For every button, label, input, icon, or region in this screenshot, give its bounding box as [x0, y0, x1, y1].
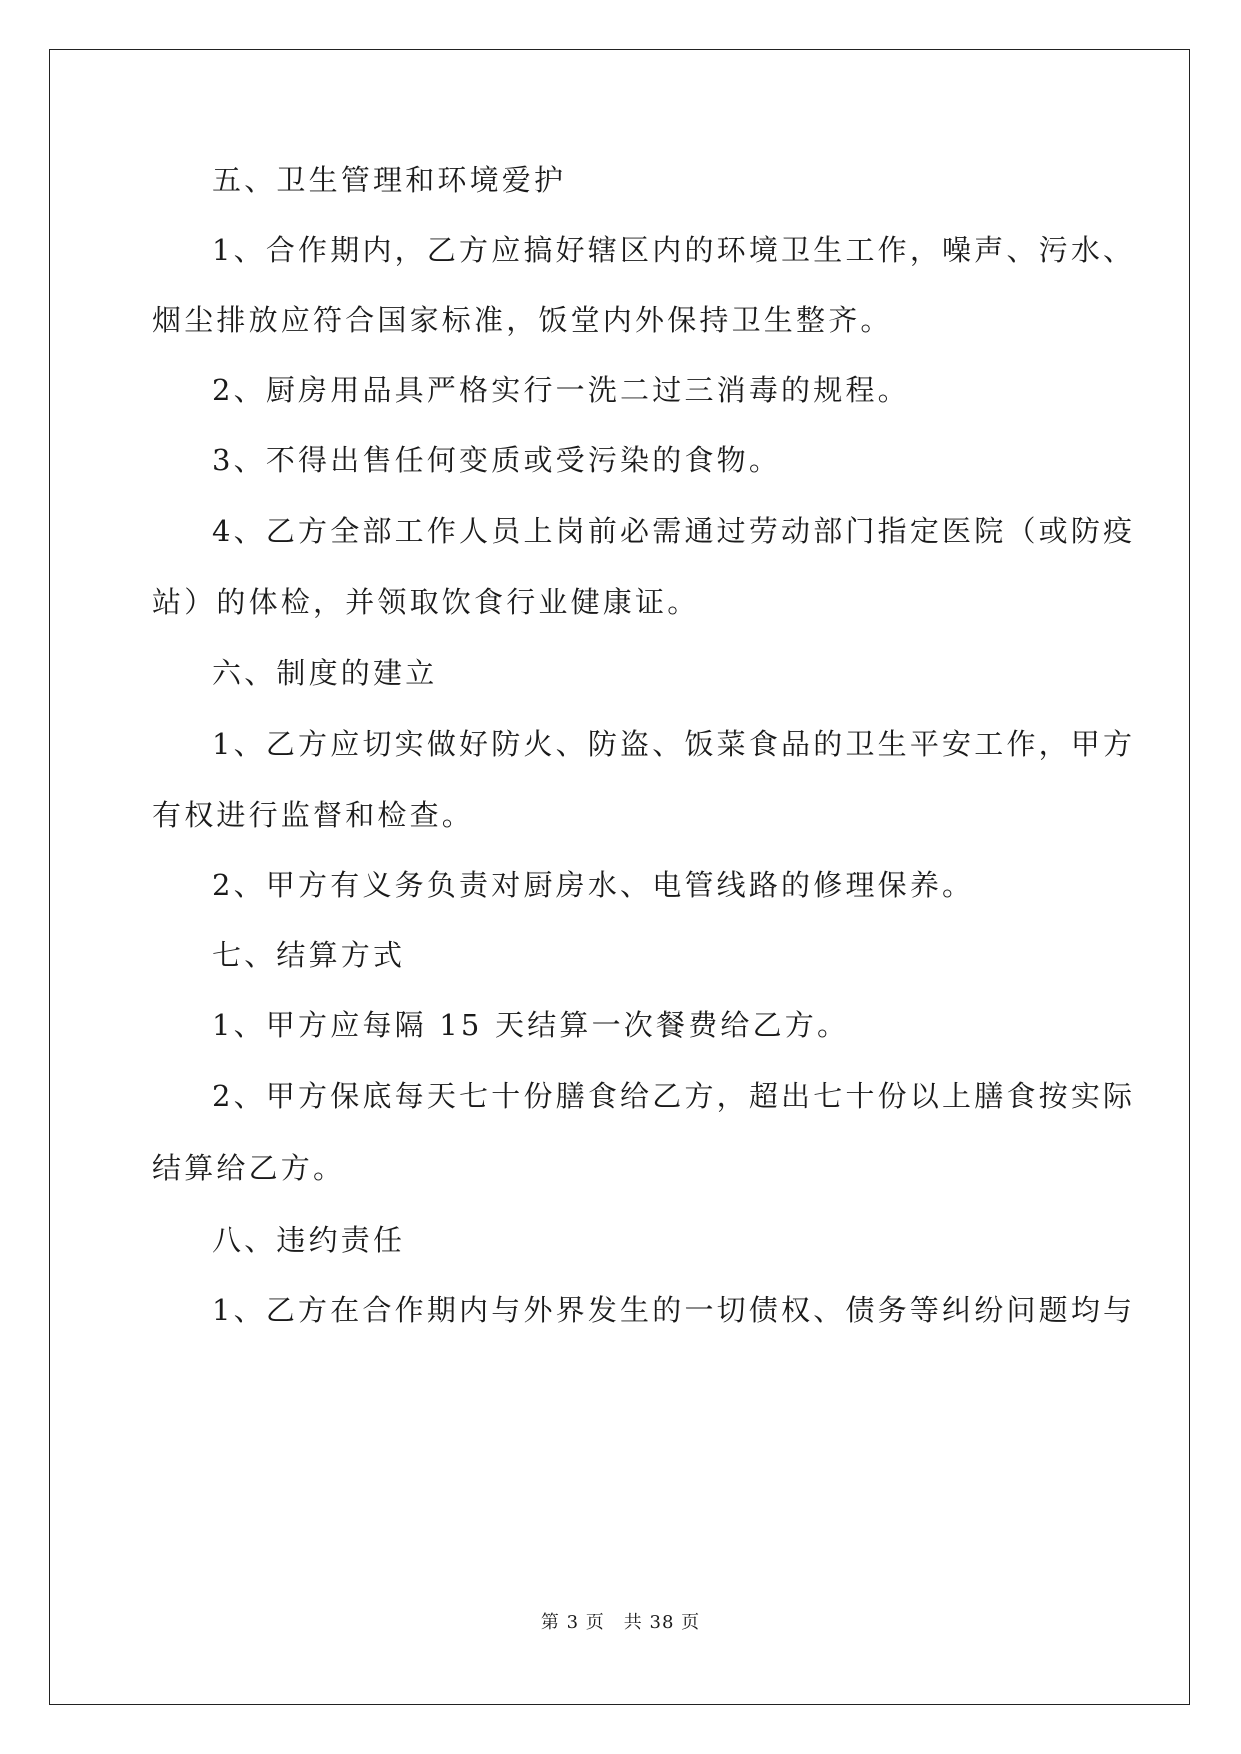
paragraph-line: 1、甲方应每隔 15 天结算一次餐费给乙方。 [212, 1008, 850, 1042]
paragraph-line: 结算给乙方。 [152, 1151, 346, 1185]
paragraph-line: 3、不得出售任何变质或受污染的食物。 [212, 443, 782, 477]
paragraph-line: 4、乙方全部工作人员上岗前必需通过劳动部门指定医院（或防疫 [212, 514, 1136, 548]
paragraph-line: 2、厨房用品具严格实行一洗二过三消毒的规程。 [212, 373, 910, 407]
section-heading-5: 五、卫生管理和环境爱护 [212, 163, 567, 197]
paragraph-line: 1、合作期内，乙方应搞好辖区内的环境卫生工作，噪声、污水、 [212, 233, 1136, 267]
paragraph-line: 站）的体检，并领取饮食行业健康证。 [152, 585, 700, 619]
paragraph-line: 2、甲方保底每天七十份膳食给乙方，超出七十份以上膳食按实际 [212, 1079, 1136, 1113]
page-number-footer: 第 3 页 共 38 页 [540, 1612, 701, 1633]
paragraph-line: 烟尘排放应符合国家标准，饭堂内外保持卫生整齐。 [152, 303, 893, 337]
section-heading-7: 七、结算方式 [212, 938, 406, 972]
paragraph-line: 1、乙方在合作期内与外界发生的一切债权、债务等纠纷问题均与 [212, 1293, 1136, 1327]
paragraph-line: 有权进行监督和检查。 [152, 798, 475, 832]
paragraph-line: 1、乙方应切实做好防火、防盗、饭菜食品的卫生平安工作，甲方 [212, 727, 1136, 761]
section-heading-8: 八、违约责任 [212, 1223, 406, 1257]
paragraph-line: 2、甲方有义务负责对厨房水、电管线路的修理保养。 [212, 868, 975, 902]
section-heading-6: 六、制度的建立 [212, 656, 438, 690]
